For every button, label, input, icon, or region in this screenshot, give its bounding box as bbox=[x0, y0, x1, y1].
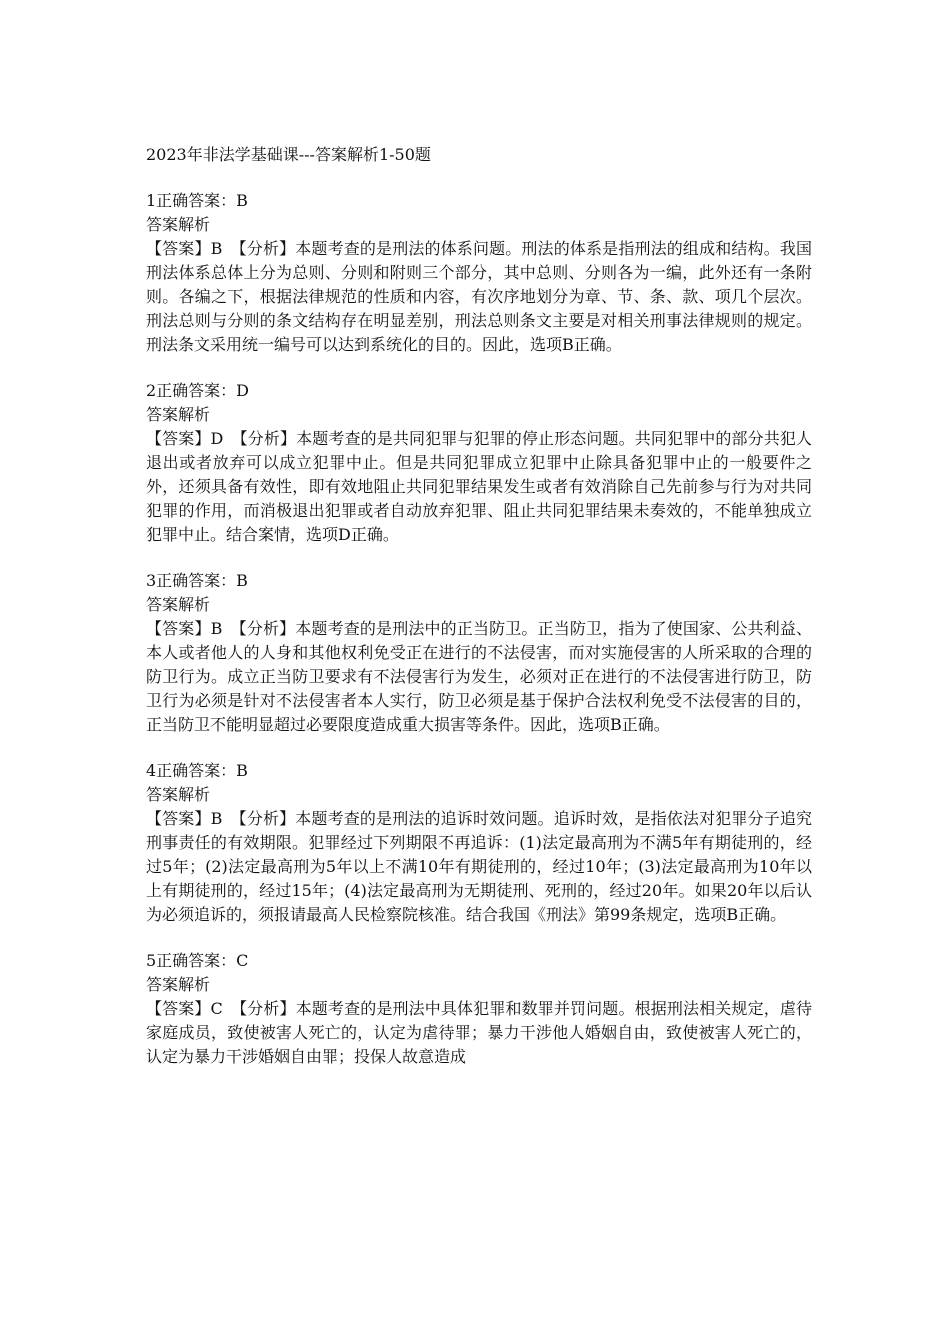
analysis-text: 【答案】B 【分析】本题考查的是刑法的追诉时效问题。追诉时效，是指依法对犯罪分子追究刑事责任的有效期限。犯罪经过下列期限不再追诉：(1)法定最高刑为不满5年有期徒刑的，经过5年；(2)法定最高刑为5年以上不满10年有期徒刑的，经过10年；(3)法定最高刑为10年以上有期徒刑的，经过15年；(4)法定最高刑为无期徒刑、死刑的，经过20年。如果20年以后认为必须追诉的，须报请最高人民检察院核准。结合我国《刑法》第99条规定，选项B正确。 bbox=[146, 809, 812, 924]
analysis-label: 答案解析 bbox=[146, 975, 211, 994]
answer-line: 3正确答案：B bbox=[146, 571, 248, 590]
analysis-label: 答案解析 bbox=[146, 215, 211, 234]
analysis-text: 【答案】B 【分析】本题考查的是刑法中的正当防卫。正当防卫，指为了使国家、公共利益、本人或者他人的人身和其他权利免受正在进行的不法侵害，而对实施侵害的人所采取的合理的防卫行为。成立正当防卫要求有不法侵害行为发生，必须对正在进行的不法侵害进行防卫，防卫行为必须是针对不法侵害者本人实行，防卫必须是基于保护合法权利免受不法侵害的目的，正当防卫不能明显超过必要限度造成重大损害等条件。因此，选项B正确。 bbox=[146, 619, 812, 734]
analysis-text: 【答案】D 【分析】本题考查的是共同犯罪与犯罪的停止形态问题。共同犯罪中的部分共犯人退出或者放弃可以成立犯罪中止。但是共同犯罪成立犯罪中止除具备犯罪中止的一般要件之外，还须具备有效性，即有效地阻止共同犯罪结果发生或者有效消除自己先前参与行为对共同犯罪的作用，而消极退出犯罪或者自动放弃犯罪、阻止共同犯罪结果未奏效的，不能单独成立犯罪中止。结合案情，选项D正确。 bbox=[146, 429, 812, 544]
question-block-5 bbox=[146, 949, 812, 1069]
question-block-3 bbox=[146, 569, 812, 737]
document-page bbox=[146, 143, 812, 1091]
analysis-label: 答案解析 bbox=[146, 785, 211, 804]
answer-line: 5正确答案：C bbox=[146, 951, 249, 970]
question-block-4 bbox=[146, 759, 812, 927]
analysis-label: 答案解析 bbox=[146, 595, 211, 614]
document-title: 2023年非法学基础课---答案解析1-50题 bbox=[146, 145, 431, 164]
analysis-text: 【答案】C 【分析】本题考查的是刑法中具体犯罪和数罪并罚问题。根据刑法相关规定，虐待家庭成员，致使被害人死亡的，认定为虐待罪；暴力干涉他人婚姻自由，致使被害人死亡的，认定为暴力干涉婚姻自由罪；投保人故意造成 bbox=[146, 999, 812, 1066]
answer-line: 2正确答案：D bbox=[146, 381, 250, 400]
analysis-text: 【答案】B 【分析】本题考查的是刑法的体系问题。刑法的体系是指刑法的组成和结构。我国刑法体系总体上分为总则、分则和附则三个部分，其中总则、分则各为一编，此外还有一条附则。各编之下，根据法律规范的性质和内容，有次序地划分为章、节、条、款、项几个层次。刑法总则与分则的条文结构存在明显差别，刑法总则条文主要是对相关刑事法律规则的规定。刑法条文采用统一编号可以达到系统化的目的。因此，选项B正确。 bbox=[146, 239, 812, 354]
question-block-1 bbox=[146, 189, 812, 357]
answer-line: 4正确答案：B bbox=[146, 761, 248, 780]
question-block-2 bbox=[146, 379, 812, 547]
answer-line: 1正确答案：B bbox=[146, 191, 248, 210]
analysis-label: 答案解析 bbox=[146, 405, 211, 424]
